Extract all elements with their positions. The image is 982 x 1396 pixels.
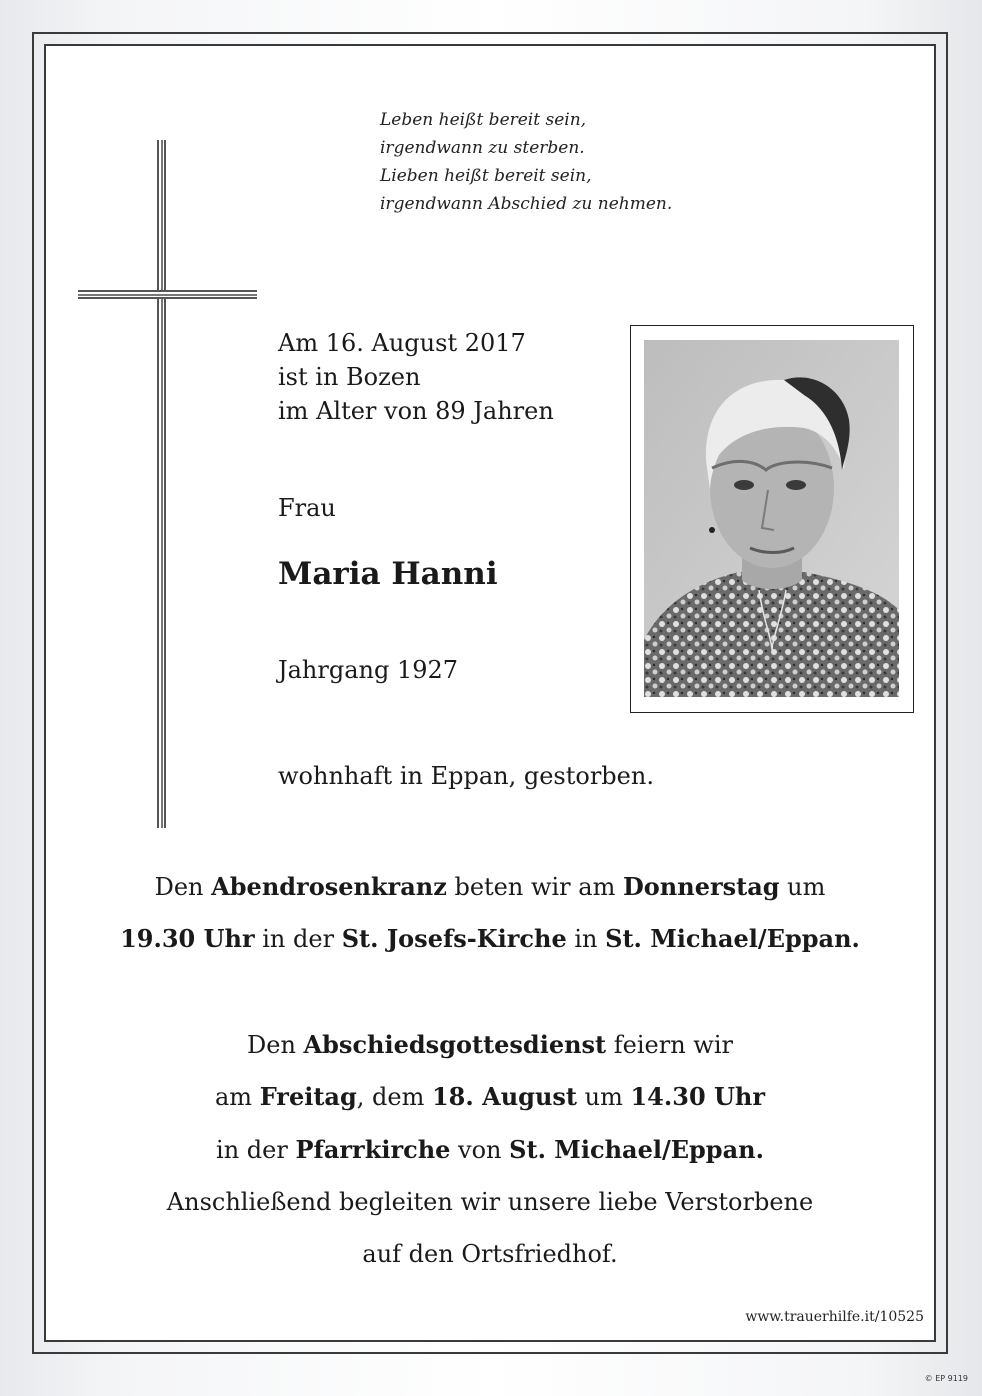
text: in [566, 925, 606, 953]
service-line-1 [44, 1030, 936, 1059]
service-line-2 [44, 1082, 936, 1111]
portrait-frame [630, 325, 914, 713]
emphasis: Pfarrkirche [295, 1135, 451, 1164]
text: , dem [356, 1083, 432, 1111]
emphasis: Donnerstag [622, 872, 780, 901]
text: beten wir am [446, 873, 623, 901]
death-place: ist in Bozen [278, 363, 421, 391]
emphasis: St. Josefs-Kirche [341, 924, 567, 953]
text: in der [254, 925, 342, 953]
residence: wohnhaft in Eppan, gestorben. [278, 762, 654, 790]
portrait-photo [644, 340, 899, 697]
copyright-notice: © EP 9119 [924, 1374, 968, 1383]
death-announcement [278, 326, 554, 428]
poem-line: irgendwann zu sterben. [380, 138, 585, 158]
text: am [214, 1083, 260, 1111]
emphasis: St. Michael/Eppan. [605, 924, 860, 953]
text: um [779, 873, 826, 901]
text: Den [247, 1031, 304, 1059]
service-line-4: Anschließend begleiten wir unsere liebe Verstorbene [166, 1188, 814, 1216]
salutation: Frau [278, 494, 336, 522]
poem-line: Leben heißt bereit sein, [380, 110, 587, 130]
emphasis: 14.30 Uhr [630, 1082, 766, 1111]
source-url: www.trauerhilfe.it/10525 [745, 1309, 924, 1325]
service-line-3 [44, 1135, 936, 1164]
emphasis: Freitag [259, 1082, 357, 1111]
poem-line: irgendwann Abschied zu nehmen. [380, 194, 673, 214]
emphasis: Abendrosenkranz [211, 872, 447, 901]
rosary-line-2 [44, 924, 936, 953]
cross-icon-horizontal [78, 290, 257, 299]
text: in der [216, 1136, 296, 1164]
emphasis: Abschiedsgottesdienst [303, 1030, 607, 1059]
text: feiern wir [606, 1031, 733, 1059]
emphasis: St. Michael/Eppan. [509, 1135, 764, 1164]
text: um [577, 1083, 631, 1111]
poem-line: Lieben heißt bereit sein, [380, 166, 592, 186]
text: von [450, 1136, 510, 1164]
text: Den [154, 873, 212, 901]
rosary-line-1 [44, 872, 936, 901]
death-age: im Alter von 89 Jahren [278, 397, 554, 425]
cross-icon-vertical [157, 140, 166, 828]
birth-year: Jahrgang 1927 [278, 656, 459, 684]
service-line-5: auf den Ortsfriedhof. [362, 1240, 618, 1268]
emphasis: 18. August [431, 1082, 577, 1111]
emphasis: 19.30 Uhr [120, 924, 255, 953]
death-date: Am 16. August 2017 [278, 329, 526, 357]
deceased-name: Maria Hanni [278, 556, 498, 592]
poem [380, 106, 672, 218]
